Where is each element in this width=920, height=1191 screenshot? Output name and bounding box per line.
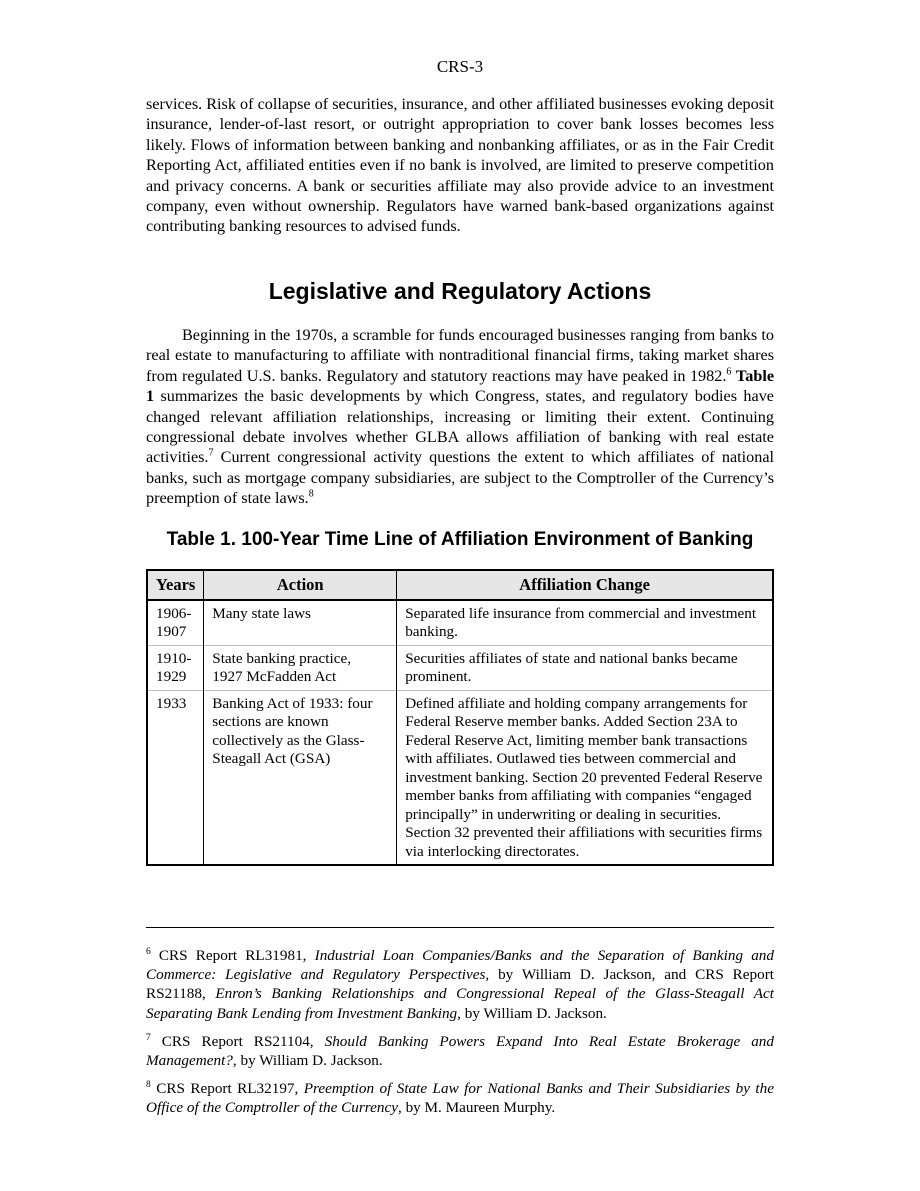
footnote-title: Preemption of State Law for National Banks and Their Subsidiaries by the Office of the Comptroller of the Currency: [146, 1080, 774, 1117]
paragraph-text-part2: summarizes the basic developments by which Congress, states, and regulatory bodies have changed relevant affiliation relationships, increasing or limiting their extent. Continuing congressional debate involves whether GLBA allows affiliation of banking with real estate activities.: [146, 387, 774, 467]
section-heading: Legislative and Regulatory Actions: [268, 278, 652, 304]
footnote-number: 7: [146, 1032, 151, 1043]
footnotes: [146, 946, 774, 1127]
footnote-6: [146, 946, 774, 1023]
paragraph-text-part3: Current congressional activity questions the extent to which affiliates of national banks, such as mortgage company subsidiaries, are subject to the Comptroller of the Currency’s preemption of state laws.: [146, 448, 774, 508]
footnote-8: [146, 1079, 774, 1117]
affiliation-timeline-table: [146, 569, 774, 866]
footnote-divider: [146, 927, 774, 928]
intro-paragraph: services. Risk of collapse of securities, insurance, and other affiliated businesses evoking deposit insurance, lender-of-last resort, or outright appropriation to cover bank losses becomes less likely. Flows of information between banking and nonbanking affiliates, or as in the Fair Credit Reporting Act, affiliated entities even if no bank is involved, are limited to preserve competition and privacy concerns. A bank or securities affiliate may also provide advice to an investment company, even without ownership. Regulators have warned bank-based organizations against contributing banking resources to advised funds.: [146, 95, 774, 236]
footnote-text: CRS Report RL31981,: [150, 947, 315, 964]
footnote-title: Industrial Loan Companies/Banks and the Separation of Banking and Commerce: Legislative and Regulatory Perspectives: [146, 947, 774, 984]
footnote-title: Enron’s Banking Relationships and Congressional Repeal of the Glass-Steagall Act Separating Bank Lending from Investment Banking: [146, 985, 774, 1022]
table-header-row: [147, 570, 773, 600]
cell-action: Many state laws: [204, 600, 397, 646]
footnote-text: , by William D. Jackson.: [457, 1004, 607, 1022]
footnote-ref-6[interactable]: 6: [726, 366, 732, 378]
footnote-text: , by William D. Jackson.: [232, 1052, 383, 1070]
footnote-text: CRS Report RL32197,: [150, 1080, 304, 1098]
footnote-ref-7[interactable]: 7: [208, 448, 214, 460]
table-row: [147, 690, 773, 865]
table-caption: Table 1. 100-Year Time Line of Affiliation Environment of Banking: [166, 529, 754, 550]
page-number: CRS-3: [436, 57, 484, 76]
cell-years: 1906- 1907: [147, 600, 204, 646]
footnote-number: 8: [146, 1080, 151, 1091]
paragraph-text-part1: Beginning in the 1970s, a scramble for funds encouraged businesses ranging from banks to real estate to manufacturing to affiliate with nontraditional financial firms, taking market shares from regulated U.S. banks. Regulatory and statutory reactions may have peaked in 1982.: [146, 326, 774, 385]
footnote-text: CRS Report RS21104,: [150, 1032, 325, 1050]
section-paragraph: [146, 325, 774, 509]
cell-years: 1910- 1929: [147, 645, 204, 690]
cell-affiliation-change: Separated life insurance from commercial and investment banking.: [397, 600, 773, 646]
footnote-ref-8[interactable]: 8: [308, 488, 314, 500]
footnote-7: [146, 1032, 774, 1070]
cell-affiliation-change: Defined affiliate and holding company arrangements for Federal Reserve member banks. Added Section 23A to Federal Reserve Act, limiting member bank transactions with affiliates. Outlawed ties between commercial and investment banking. Section 20 prevented Federal Reserve member banks from affiliating with companies “engaged principally” in underwriting or dealing in securities. Section 32 prevented their affiliations with securities firms via interlocking directorates.: [397, 690, 773, 865]
column-header-years: Years: [147, 570, 204, 600]
column-header-affiliation-change: Affiliation Change: [397, 570, 773, 600]
table-1-reference[interactable]: Table 1: [146, 366, 775, 406]
footnote-title: Should Banking Powers Expand Into Real Estate Brokerage and Management?: [146, 1032, 774, 1070]
footnote-number: 6: [146, 946, 151, 957]
cell-action: Banking Act of 1933: four sections are known collectively as the Glass-Steagall Act (GSA): [204, 690, 397, 865]
cell-years: 1933: [147, 690, 204, 865]
footnote-text: , by William D. Jackson, and CRS Report RS21188,: [146, 966, 774, 1003]
table-row: [147, 645, 773, 690]
cell-affiliation-change: Securities affiliates of state and national banks became prominent.: [397, 645, 773, 690]
table-row: [147, 600, 773, 646]
cell-action: State banking practice, 1927 McFadden Act: [204, 645, 397, 690]
column-header-action: Action: [204, 570, 397, 600]
footnote-text: , by M. Maureen Murphy.: [397, 1099, 556, 1117]
